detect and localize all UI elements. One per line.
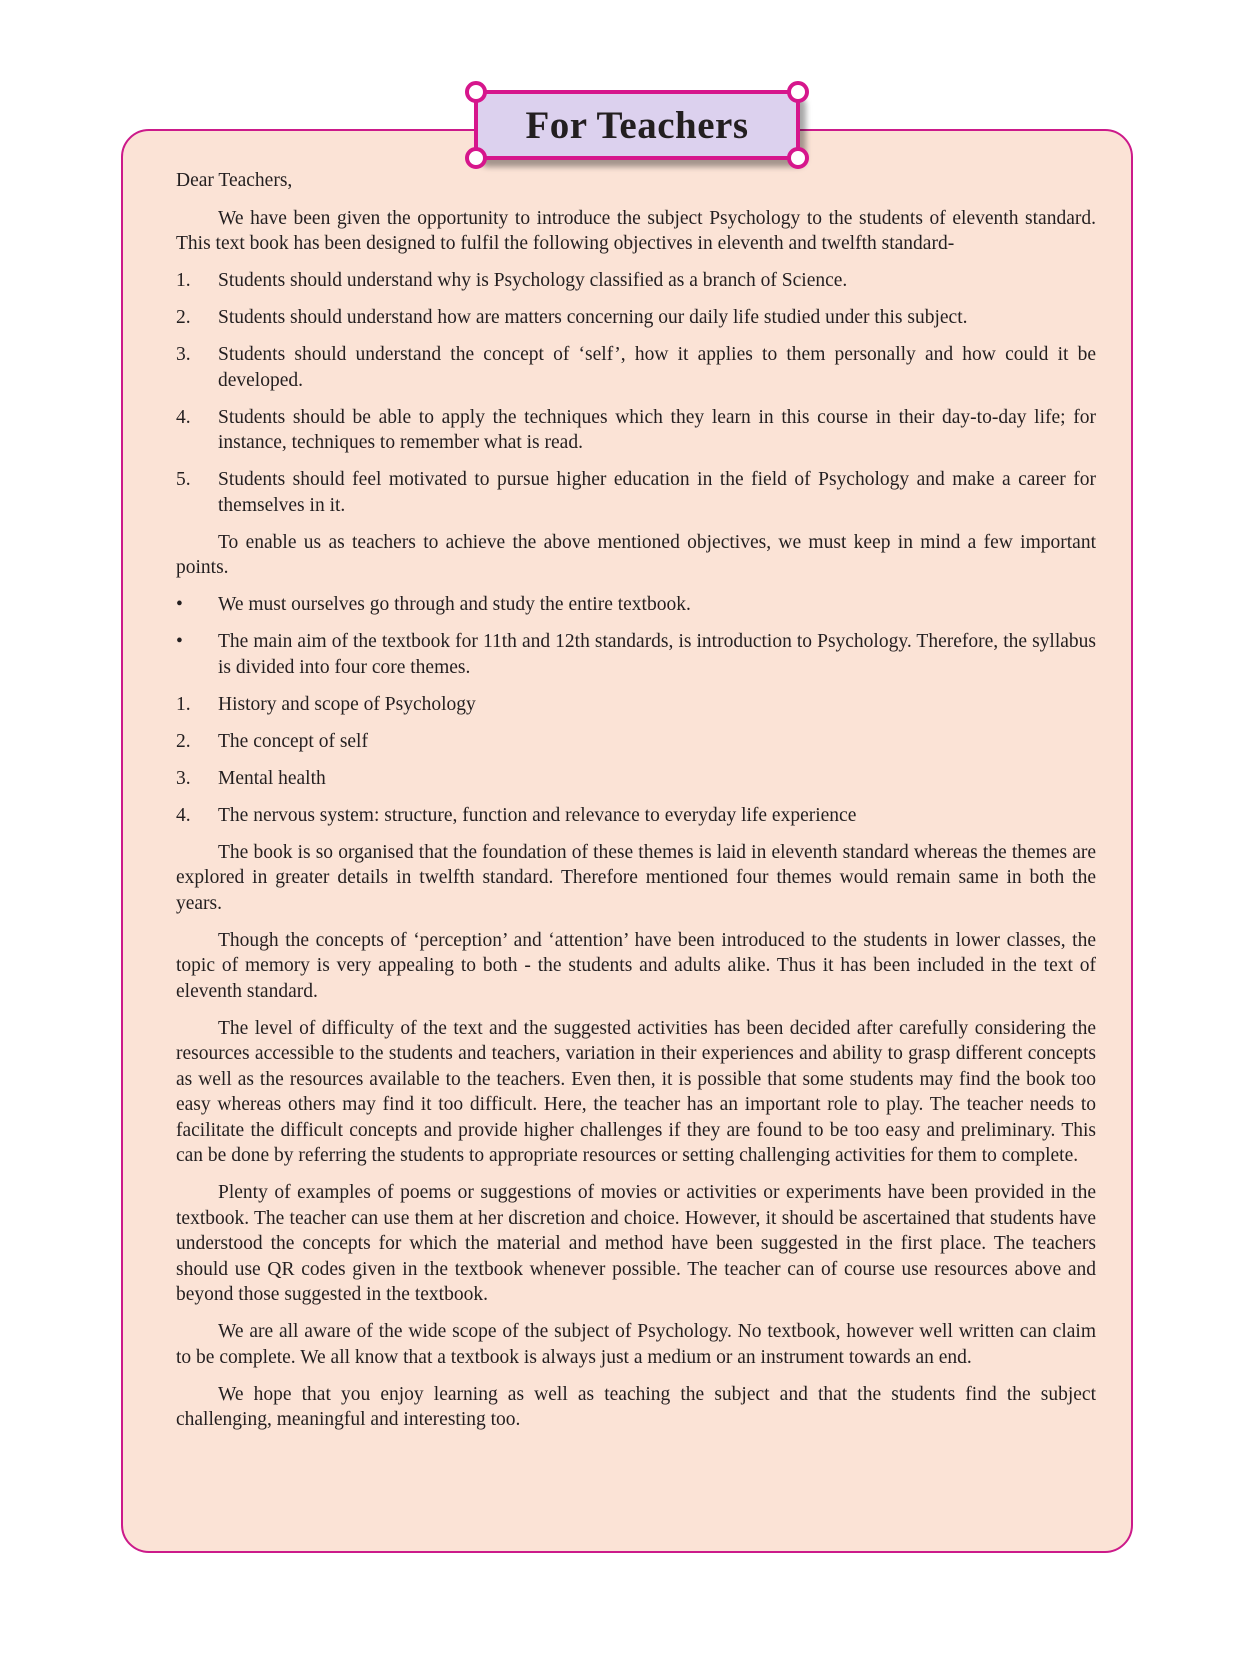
- banner-corner-notch: [787, 81, 809, 103]
- list-item-text: The nervous system: structure, function and relevance to everyday life experience: [218, 804, 857, 826]
- body-paragraph: Though the concepts of ‘perception’ and ‘attention’ have been introduced to the students in lower classes, the topic of memory is very appealing to both - the students and adults alike. Thus it has been included in the text of eleventh standard.: [176, 929, 1096, 1002]
- list-item: [176, 803, 1096, 829]
- list-item-text: We must ourselves go through and study the entire textbook.: [218, 594, 691, 615]
- body-paragraph: We are all aware of the wide scope of the subject of Psychology. No textbook, however well written can claim to be complete. We all know that a textbook is always just a medium or an instrument towards an end.: [176, 1321, 1096, 1368]
- banner-corner-notch: [787, 147, 809, 169]
- objectives-list: [176, 268, 1096, 518]
- intro-paragraph: We have been given the opportunity to introduce the subject Psychology to the students of eleventh standard. This text book has been designed to fulfil the following objectives in eleventh and twelfth standard-: [176, 207, 1096, 254]
- body-paragraph: Plenty of examples of poems or suggestions of movies or activities or experiments have been provided in the textbook. The teacher can use them at her discretion and choice. However, it should be ascertained that students have understood the concepts for which the material and method have been suggested in the first place. The teachers should use QR codes given in the textbook whenever possible. The teacher can of course use resources above and beyond those suggested in the textbook.: [176, 1182, 1096, 1305]
- list-marker: 4.: [176, 804, 191, 826]
- list-item: [176, 342, 1096, 393]
- list-item-text: Students should understand the concept of ‘self’, how it applies to them personally and how could it be developed.: [218, 344, 1096, 391]
- closing-paragraph: We hope that you enjoy learning as well as teaching the subject and that the students find the subject challenging, meaningful and interesting too.: [176, 1383, 1096, 1430]
- bullet-marker: •: [176, 594, 183, 615]
- list-marker: 3.: [176, 344, 191, 365]
- list-item-text: The concept of self: [218, 730, 368, 752]
- body-paragraph: The level of difficulty of the text and the suggested activities has been decided after carefully considering the resources accessible to the students and teachers, variation in their experiences and ability to grasp different concepts as well as the resources available to the teachers. Even then, it is possible that some students may find the book too easy whereas others may find it too difficult. Here, the teacher has an important role to play. The teacher needs to facilitate the difficult concepts and provide higher challenges if they are found to be too easy and preliminary. This can be done by referring the students to appropriate resources or setting challenging activities for them to complete.: [176, 1017, 1096, 1166]
- bullet-marker: •: [176, 631, 183, 652]
- list-marker: 5.: [176, 469, 191, 490]
- list-item: [176, 268, 1096, 294]
- list-item: [176, 592, 1096, 618]
- list-item-text: Students should be able to apply the techniques which they learn in this course in their day-to-day life; for instance, techniques to remember what is read.: [218, 406, 1096, 453]
- list-item: [176, 729, 1096, 755]
- list-item: [176, 629, 1096, 680]
- salutation: Dear Teachers,: [176, 170, 293, 191]
- list-item-text: Mental health: [218, 767, 326, 789]
- list-item-text: Students should understand how are matters concerning our daily life studied under this subject.: [218, 307, 968, 328]
- list-item-text: Students should feel motivated to pursue higher education in the field of Psychology and make a career for themselves in it.: [218, 469, 1096, 516]
- list-item: [176, 766, 1096, 792]
- list-marker: 1.: [176, 693, 191, 715]
- list-item: [176, 467, 1096, 518]
- themes-list: [176, 692, 1096, 829]
- list-marker: 2.: [176, 730, 191, 752]
- title-banner: [474, 90, 800, 160]
- list-item-text: History and scope of Psychology: [218, 693, 476, 715]
- points-list: [176, 592, 1096, 680]
- list-marker: 2.: [176, 307, 191, 328]
- page-title: For Teachers: [525, 103, 749, 147]
- list-marker: 3.: [176, 767, 191, 789]
- list-item-text: Students should understand why is Psychology classified as a branch of Science.: [218, 270, 848, 291]
- list-marker: 1.: [176, 270, 191, 291]
- list-marker: 4.: [176, 406, 191, 428]
- list-item-text: The main aim of the textbook for 11th and 12th standards, is introduction to Psychology. Therefore, the syllabus is divided into four core themes.: [218, 631, 1096, 678]
- list-item: [176, 405, 1096, 456]
- enable-paragraph: To enable us as teachers to achieve the above mentioned objectives, we must keep in mind a few important points.: [176, 531, 1096, 578]
- list-item: [176, 692, 1096, 718]
- banner-corner-notch: [465, 147, 487, 169]
- banner-corner-notch: [465, 81, 487, 103]
- letter-body: [176, 168, 1096, 1444]
- body-paragraph: The book is so organised that the foundation of these themes is laid in eleventh standard whereas the themes are explored in greater details in twelfth standard. Therefore mentioned four themes would remain same in both the years.: [176, 841, 1096, 914]
- list-item: [176, 305, 1096, 331]
